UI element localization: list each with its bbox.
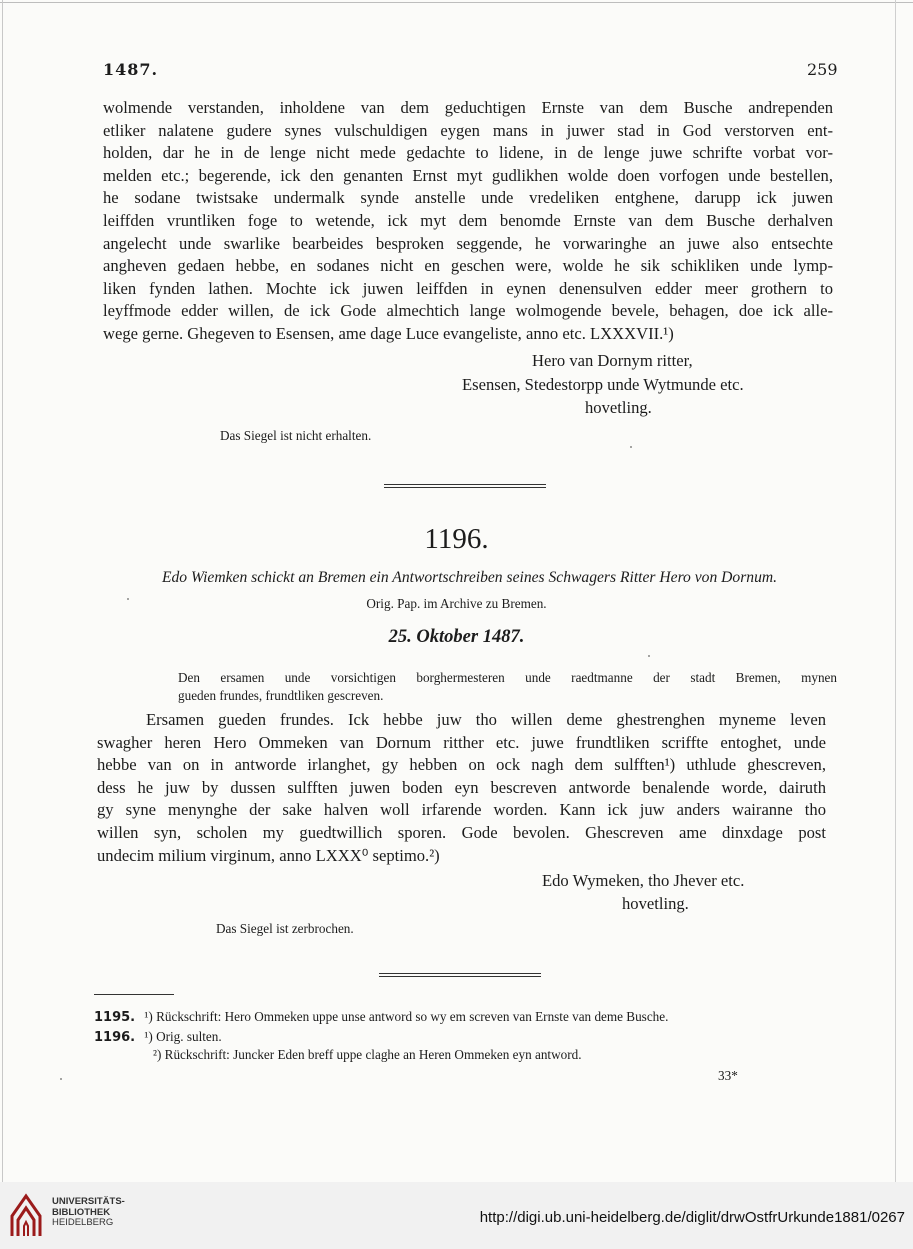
previous-seal-note: Das Siegel ist nicht erhalten. (220, 428, 372, 443)
text-line: wege gerne. Ghegeven to Esensen, ame dage Luce evangeliste, anno etc. LXXXVII.¹) (103, 323, 674, 343)
text-line: dess he juw by dussen sulfften juwen boden eyn bescreven antworde benalende worde, dairuth (97, 777, 826, 797)
library-name-line: UNIVERSITÄTS- (52, 1196, 125, 1207)
footnote-doc: 1196. (94, 1030, 136, 1045)
section-divider-2 (379, 973, 541, 977)
text-line: melden etc.; begerende, ick den genanten Ernst myt gudlikhen wolde doen vorfogen unde bestellen, (103, 165, 833, 185)
page-number: 259 (807, 60, 838, 79)
footnote-1196-2 (153, 1047, 582, 1063)
text-line: Ersamen gueden frundes. Ick hebbe juw tho willen deme ghestrenghen myneme leven (146, 710, 826, 729)
footnote-marker: ¹) (144, 1009, 153, 1024)
footnote-text: Rückschrift: Juncker Eden breff uppe claghe an Heren Ommeken eyn antword. (164, 1047, 582, 1062)
footnote-text: Orig. sulten. (156, 1029, 222, 1044)
footnote-1196-1 (94, 1029, 222, 1045)
signature-rank: hovetling. (622, 894, 689, 913)
document-source: Orig. Pap. im Archive zu Bremen. (366, 596, 547, 611)
scan-edge-left (2, 0, 3, 1182)
document-number: 1196. (424, 523, 489, 555)
text-line: swagher heren Hero Ommeken van Dornum ritther etc. juwe frundtliken scriffte entoghet, unde (97, 732, 826, 752)
signature-mark: 33* (718, 1068, 738, 1083)
scan-speck (127, 598, 129, 600)
text-line: leiffden vruntliken foge to wetende, ick myt dem benomde Ernste van dem Busche derhalven (103, 210, 833, 230)
section-divider (384, 484, 546, 488)
footnote-marker: ¹) (144, 1029, 153, 1044)
text-line: angelecht unde swarlike bearbeides besproken seggende, he vorwaringhe an juwe also entsechte (103, 233, 833, 253)
running-head-year: 1487. (103, 60, 159, 79)
document-date: 25. Oktober 1487. (388, 627, 525, 647)
previous-document-text (103, 97, 833, 346)
scan-edge-top (0, 2, 913, 3)
text-line: gy syne menynghe der sake halven woll irfarende worden. Kann ick juw anders wairanne tho (97, 800, 826, 820)
scan-speck (648, 655, 650, 657)
university-library-logo-icon (8, 1190, 44, 1238)
text-line: hebbe van on in antworde irlanghet, gy hebben on ock nagh dem sulfften¹) uthlude ghescreven, (97, 755, 826, 775)
text-line: angheven gedaen hebbe, en sodanes nicht en geschen were, wolde he sik schikliken unde lymp- (103, 256, 833, 276)
text-line: he sodane twistsake undermalk synde anstelle unde vredeliken entghene, darupp ick juwen (103, 188, 833, 208)
signature-name: Edo Wymeken, tho Jhever etc. (542, 871, 745, 890)
permalink-url[interactable]: http://digi.ub.uni-heidelberg.de/diglit/drwOstfrUrkunde1881/0267 (479, 1209, 905, 1226)
footnote-text: Rückschrift: Hero Ommeken uppe unse antword so wy em screven van Ernste van deme Busche. (156, 1009, 669, 1024)
text-line: wolmende verstanden, inholdene van dem geduchtigen Ernste van dem Busche andrependen (103, 98, 833, 117)
previous-signature-name: Hero van Dornym ritter, (532, 351, 693, 370)
footnote-rule (94, 994, 174, 995)
footnote-doc: 1195. (94, 1010, 136, 1025)
library-name-line: BIBLIOTHEK (52, 1206, 111, 1218)
address-line: gueden frundes, frundtliken gescreven. (178, 688, 384, 703)
text-line: undecim milium virginum, anno LXXX⁰ septimo.²) (97, 845, 440, 865)
library-footer (0, 1182, 913, 1249)
scan-edge-right (895, 0, 896, 1182)
footnote-marker: ²) (153, 1047, 162, 1062)
text-line: liken fynden lathen. Mochte ick juwen leiffden in eynen denensulven edder meer grothern to (103, 278, 833, 298)
text-line: holden, dar he in de lenge nicht mede gedachte to lidene, in de lenge juwe schrifte vorbat vor- (103, 143, 833, 163)
text-line: etliker nalatene gudere synes vulschuldigen eygen mans in juwer stad in God verstorven ent- (103, 120, 833, 140)
previous-signature-rank: hovetling. (585, 398, 652, 417)
text-line: leyffmode edder willen, de ick Gode almechtich lange wolmogende bevele, behagen, doe ick alle- (103, 301, 833, 321)
document-address (178, 669, 837, 705)
scan-speck (630, 446, 632, 448)
document-text (97, 709, 826, 867)
library-name (52, 1197, 125, 1229)
document-summary: Edo Wiemken schickt an Bremen ein Antwortschreiben seines Schwagers Ritter Hero von Dornum. (161, 569, 778, 586)
footnote-1195 (94, 1009, 668, 1025)
seal-note: Das Siegel ist zerbrochen. (216, 921, 354, 936)
previous-signature-title: Esensen, Stedestorpp unde Wytmunde etc. (462, 375, 744, 394)
library-name-line: HEIDELBERG (52, 1217, 114, 1228)
scan-speck (60, 1078, 62, 1080)
address-line: Den ersamen unde vorsichtigen borghermesteren unde raedtmanne der stadt Bremen, mynen (178, 670, 837, 685)
text-line: willen syn, scholen my guedtwillich sporen. Gode bevolen. Ghescreven ame dinxdage post (97, 822, 826, 842)
